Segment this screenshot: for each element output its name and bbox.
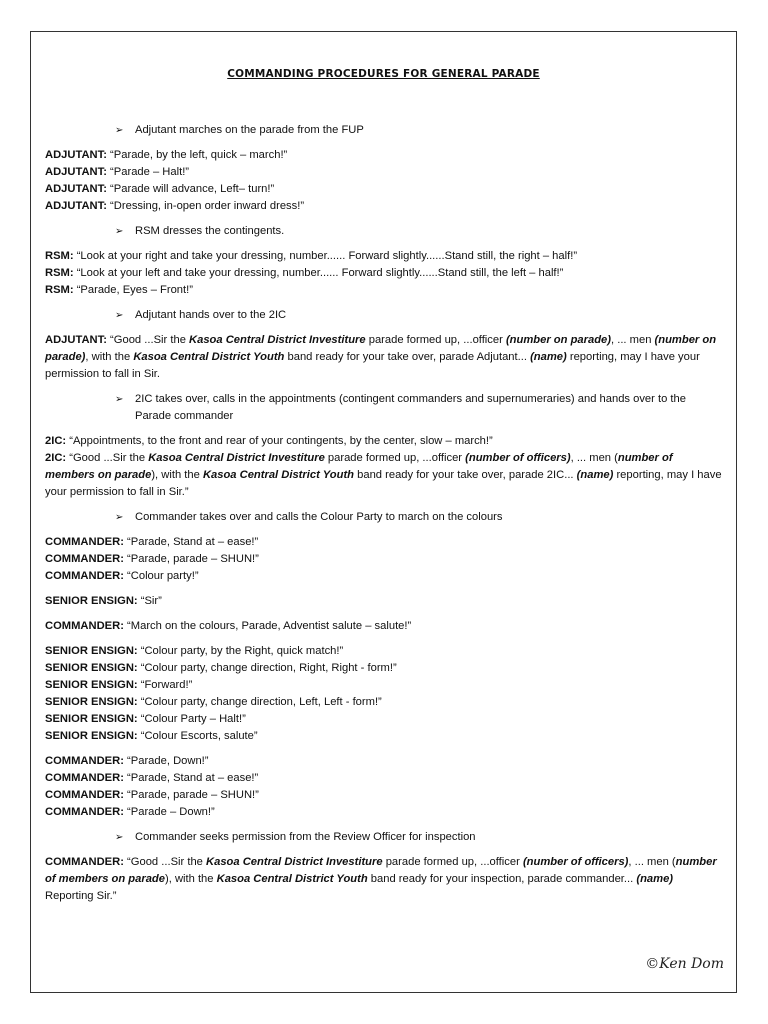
command-line xyxy=(45,248,722,265)
speaker-label: SENIOR ENSIGN: xyxy=(45,645,138,657)
command-text: “March on the colours, Parade, Adventist salute – salute!” xyxy=(123,620,412,632)
command-text: “Parade, Stand at – ease!” xyxy=(123,772,259,784)
emphasis-text: (number of officers) xyxy=(522,856,629,868)
speaker-label: COMMANDER: xyxy=(45,772,124,784)
speaker-label: RSM: xyxy=(45,250,74,262)
command-text: “Look at your left and take your dressing, number...... Forward slightly......Stand still, the left – half!” xyxy=(73,267,564,279)
command-text: “Parade, Down!” xyxy=(123,755,209,767)
command-line xyxy=(45,265,722,282)
command-line xyxy=(45,551,722,568)
speaker-label: SENIOR ENSIGN: xyxy=(45,713,138,725)
command-text: Reporting Sir.” xyxy=(45,890,117,902)
arrow-bullet-icon: ➢ xyxy=(115,310,124,321)
command-line xyxy=(45,433,722,450)
command-text: reporting, may I have your permission to fall in Sir.” xyxy=(45,469,722,498)
command-text: “Parade – Down!” xyxy=(123,806,215,818)
emphasis-text: (number on parade) xyxy=(45,334,717,363)
speaker-label: COMMANDER: xyxy=(45,856,124,868)
command-block xyxy=(45,248,722,299)
command-text: “Good ...Sir the xyxy=(123,856,207,868)
command-block xyxy=(45,593,722,610)
speaker-label: COMMANDER: xyxy=(45,755,124,767)
document-title: COMMANDING PROCEDURES FOR GENERAL PARADE xyxy=(227,68,540,80)
command-text: reporting, may I have your permission to fall in Sir. xyxy=(45,351,700,380)
command-line xyxy=(45,711,722,728)
emphasis-text: (name) xyxy=(576,469,614,481)
command-line xyxy=(45,677,722,694)
emphasis-text: Kasoa Central District Investiture xyxy=(189,334,366,346)
command-text: “Parade, Stand at – ease!” xyxy=(123,536,259,548)
command-block xyxy=(45,147,722,215)
command-text: parade formed up, ...officer xyxy=(382,856,523,868)
command-text: “Parade, Eyes – Front!” xyxy=(73,284,193,296)
command-block xyxy=(45,618,722,635)
section-bullet xyxy=(45,509,722,526)
command-text: “Look at your right and take your dressing, number...... Forward slightly......Stand still, the right – half!” xyxy=(73,250,578,262)
command-line xyxy=(45,804,722,821)
speaker-label: COMMANDER: xyxy=(45,570,124,582)
command-text: band ready for your take over, parade 2IC... xyxy=(354,469,577,481)
speaker-label: 2IC: xyxy=(45,452,67,464)
command-text: “Dressing, in-open order inward dress!” xyxy=(106,200,305,212)
emphasis-text: Kasoa Central District Youth xyxy=(202,469,355,481)
speaker-label: SENIOR ENSIGN: xyxy=(45,595,138,607)
command-text: “Appointments, to the front and rear of your contingents, by the center, slow – march!” xyxy=(66,435,493,447)
command-line xyxy=(45,728,722,745)
command-line xyxy=(45,787,722,804)
command-text: parade formed up, ...officer xyxy=(365,334,506,346)
speaker-label: SENIOR ENSIGN: xyxy=(45,730,138,742)
speaker-label: COMMANDER: xyxy=(45,620,124,632)
arrow-bullet-icon: ➢ xyxy=(115,226,124,237)
command-line xyxy=(45,164,722,181)
command-line xyxy=(45,568,722,585)
command-text: “Colour party, by the Right, quick match!” xyxy=(137,645,344,657)
section-bullet xyxy=(45,223,722,240)
section-bullet xyxy=(45,391,722,425)
command-line xyxy=(45,181,722,198)
command-line xyxy=(45,660,722,677)
emphasis-text: Kasoa Central District Youth xyxy=(133,351,285,363)
command-text: “Good ...Sir the xyxy=(66,452,149,464)
speaker-label: RSM: xyxy=(45,284,74,296)
command-text: ), with the xyxy=(165,873,217,885)
speaker-label: COMMANDER: xyxy=(45,789,124,801)
speaker-label: COMMANDER: xyxy=(45,536,124,548)
command-block xyxy=(45,643,722,745)
emphasis-text: Kasoa Central District Investiture xyxy=(206,856,383,868)
speaker-label: COMMANDER: xyxy=(45,806,124,818)
bullet-text: RSM dresses the contingents. xyxy=(135,225,285,237)
command-text: “Parade, by the left, quick – march!” xyxy=(106,149,288,161)
command-block xyxy=(45,433,722,501)
command-text: , ... men xyxy=(611,334,655,346)
command-block xyxy=(45,534,722,585)
command-line xyxy=(45,282,722,299)
emphasis-text: (number of officers) xyxy=(465,452,571,464)
emphasis-text: Kasoa Central District Youth xyxy=(216,873,368,885)
command-block xyxy=(45,854,722,905)
command-line xyxy=(45,770,722,787)
command-text: band ready for your inspection, parade commander... xyxy=(367,873,637,885)
arrow-bullet-icon: ➢ xyxy=(115,512,124,523)
emphasis-text: number of members on parade xyxy=(45,856,717,885)
command-text: “Forward!” xyxy=(137,679,193,691)
command-text: , ... men ( xyxy=(628,856,676,868)
command-text: “Parade – Halt!” xyxy=(106,166,190,178)
section-bullet xyxy=(45,829,722,846)
speaker-label: ADJUTANT: xyxy=(45,334,107,346)
command-text: “Good ...Sir the xyxy=(106,334,190,346)
arrow-bullet-icon: ➢ xyxy=(115,832,124,843)
bullet-text: Adjutant hands over to the 2IC xyxy=(135,309,287,321)
command-block xyxy=(45,753,722,821)
command-line xyxy=(45,694,722,711)
signature: ©Ken Dom xyxy=(645,956,724,972)
command-line xyxy=(45,332,722,383)
command-text: parade formed up, ...officer xyxy=(324,452,466,464)
speaker-label: ADJUTANT: xyxy=(45,183,107,195)
speaker-label: RSM: xyxy=(45,267,74,279)
command-line xyxy=(45,593,722,610)
command-line xyxy=(45,854,722,905)
command-block xyxy=(45,332,722,383)
command-text: , ... men ( xyxy=(570,452,618,464)
command-text: ), with the xyxy=(151,469,203,481)
command-line xyxy=(45,198,722,215)
emphasis-text: (name) xyxy=(636,873,674,885)
command-text: “Colour party, change direction, Right, Right - form!” xyxy=(137,662,397,674)
arrow-bullet-icon: ➢ xyxy=(115,394,124,405)
speaker-label: ADJUTANT: xyxy=(45,166,107,178)
emphasis-text: Kasoa Central District Investiture xyxy=(148,452,325,464)
emphasis-text: number of members on parade xyxy=(45,452,673,481)
command-line xyxy=(45,753,722,770)
command-line xyxy=(45,450,722,501)
document-body xyxy=(45,122,722,913)
section-bullet xyxy=(45,122,722,139)
arrow-bullet-icon: ➢ xyxy=(115,125,124,136)
speaker-label: SENIOR ENSIGN: xyxy=(45,662,138,674)
command-text: “Colour Party – Halt!” xyxy=(137,713,246,725)
command-line xyxy=(45,643,722,660)
command-line xyxy=(45,147,722,164)
speaker-label: SENIOR ENSIGN: xyxy=(45,679,138,691)
bullet-text: Adjutant marches on the parade from the FUP xyxy=(135,124,364,136)
command-text: “Parade, parade – SHUN!” xyxy=(123,553,259,565)
speaker-label: ADJUTANT: xyxy=(45,149,107,161)
speaker-label: 2IC: xyxy=(45,435,67,447)
speaker-label: COMMANDER: xyxy=(45,553,124,565)
command-text: “Parade, parade – SHUN!” xyxy=(123,789,259,801)
command-text: “Sir” xyxy=(137,595,162,607)
speaker-label: ADJUTANT: xyxy=(45,200,107,212)
command-text: “Parade will advance, Left– turn!” xyxy=(106,183,275,195)
bullet-text: 2IC takes over, calls in the appointments (contingent commanders and supernumeraries) and hands over to the Parade commander xyxy=(135,393,686,422)
command-text: , with the xyxy=(85,351,134,363)
bullet-text: Commander takes over and calls the Colour Party to march on the colours xyxy=(135,511,503,523)
emphasis-text: (number on parade) xyxy=(505,334,611,346)
command-text: “Colour Escorts, salute” xyxy=(137,730,258,742)
command-text: “Colour party, change direction, Left, Left - form!” xyxy=(137,696,382,708)
command-line xyxy=(45,618,722,635)
emphasis-text: (name) xyxy=(530,351,567,363)
speaker-label: SENIOR ENSIGN: xyxy=(45,696,138,708)
bullet-text: Commander seeks permission from the Review Officer for inspection xyxy=(135,831,476,843)
command-text: “Colour party!” xyxy=(123,570,199,582)
document-page xyxy=(30,31,737,993)
command-text: band ready for your take over, parade Adjutant... xyxy=(284,351,531,363)
command-line xyxy=(45,534,722,551)
section-bullet xyxy=(45,307,722,324)
